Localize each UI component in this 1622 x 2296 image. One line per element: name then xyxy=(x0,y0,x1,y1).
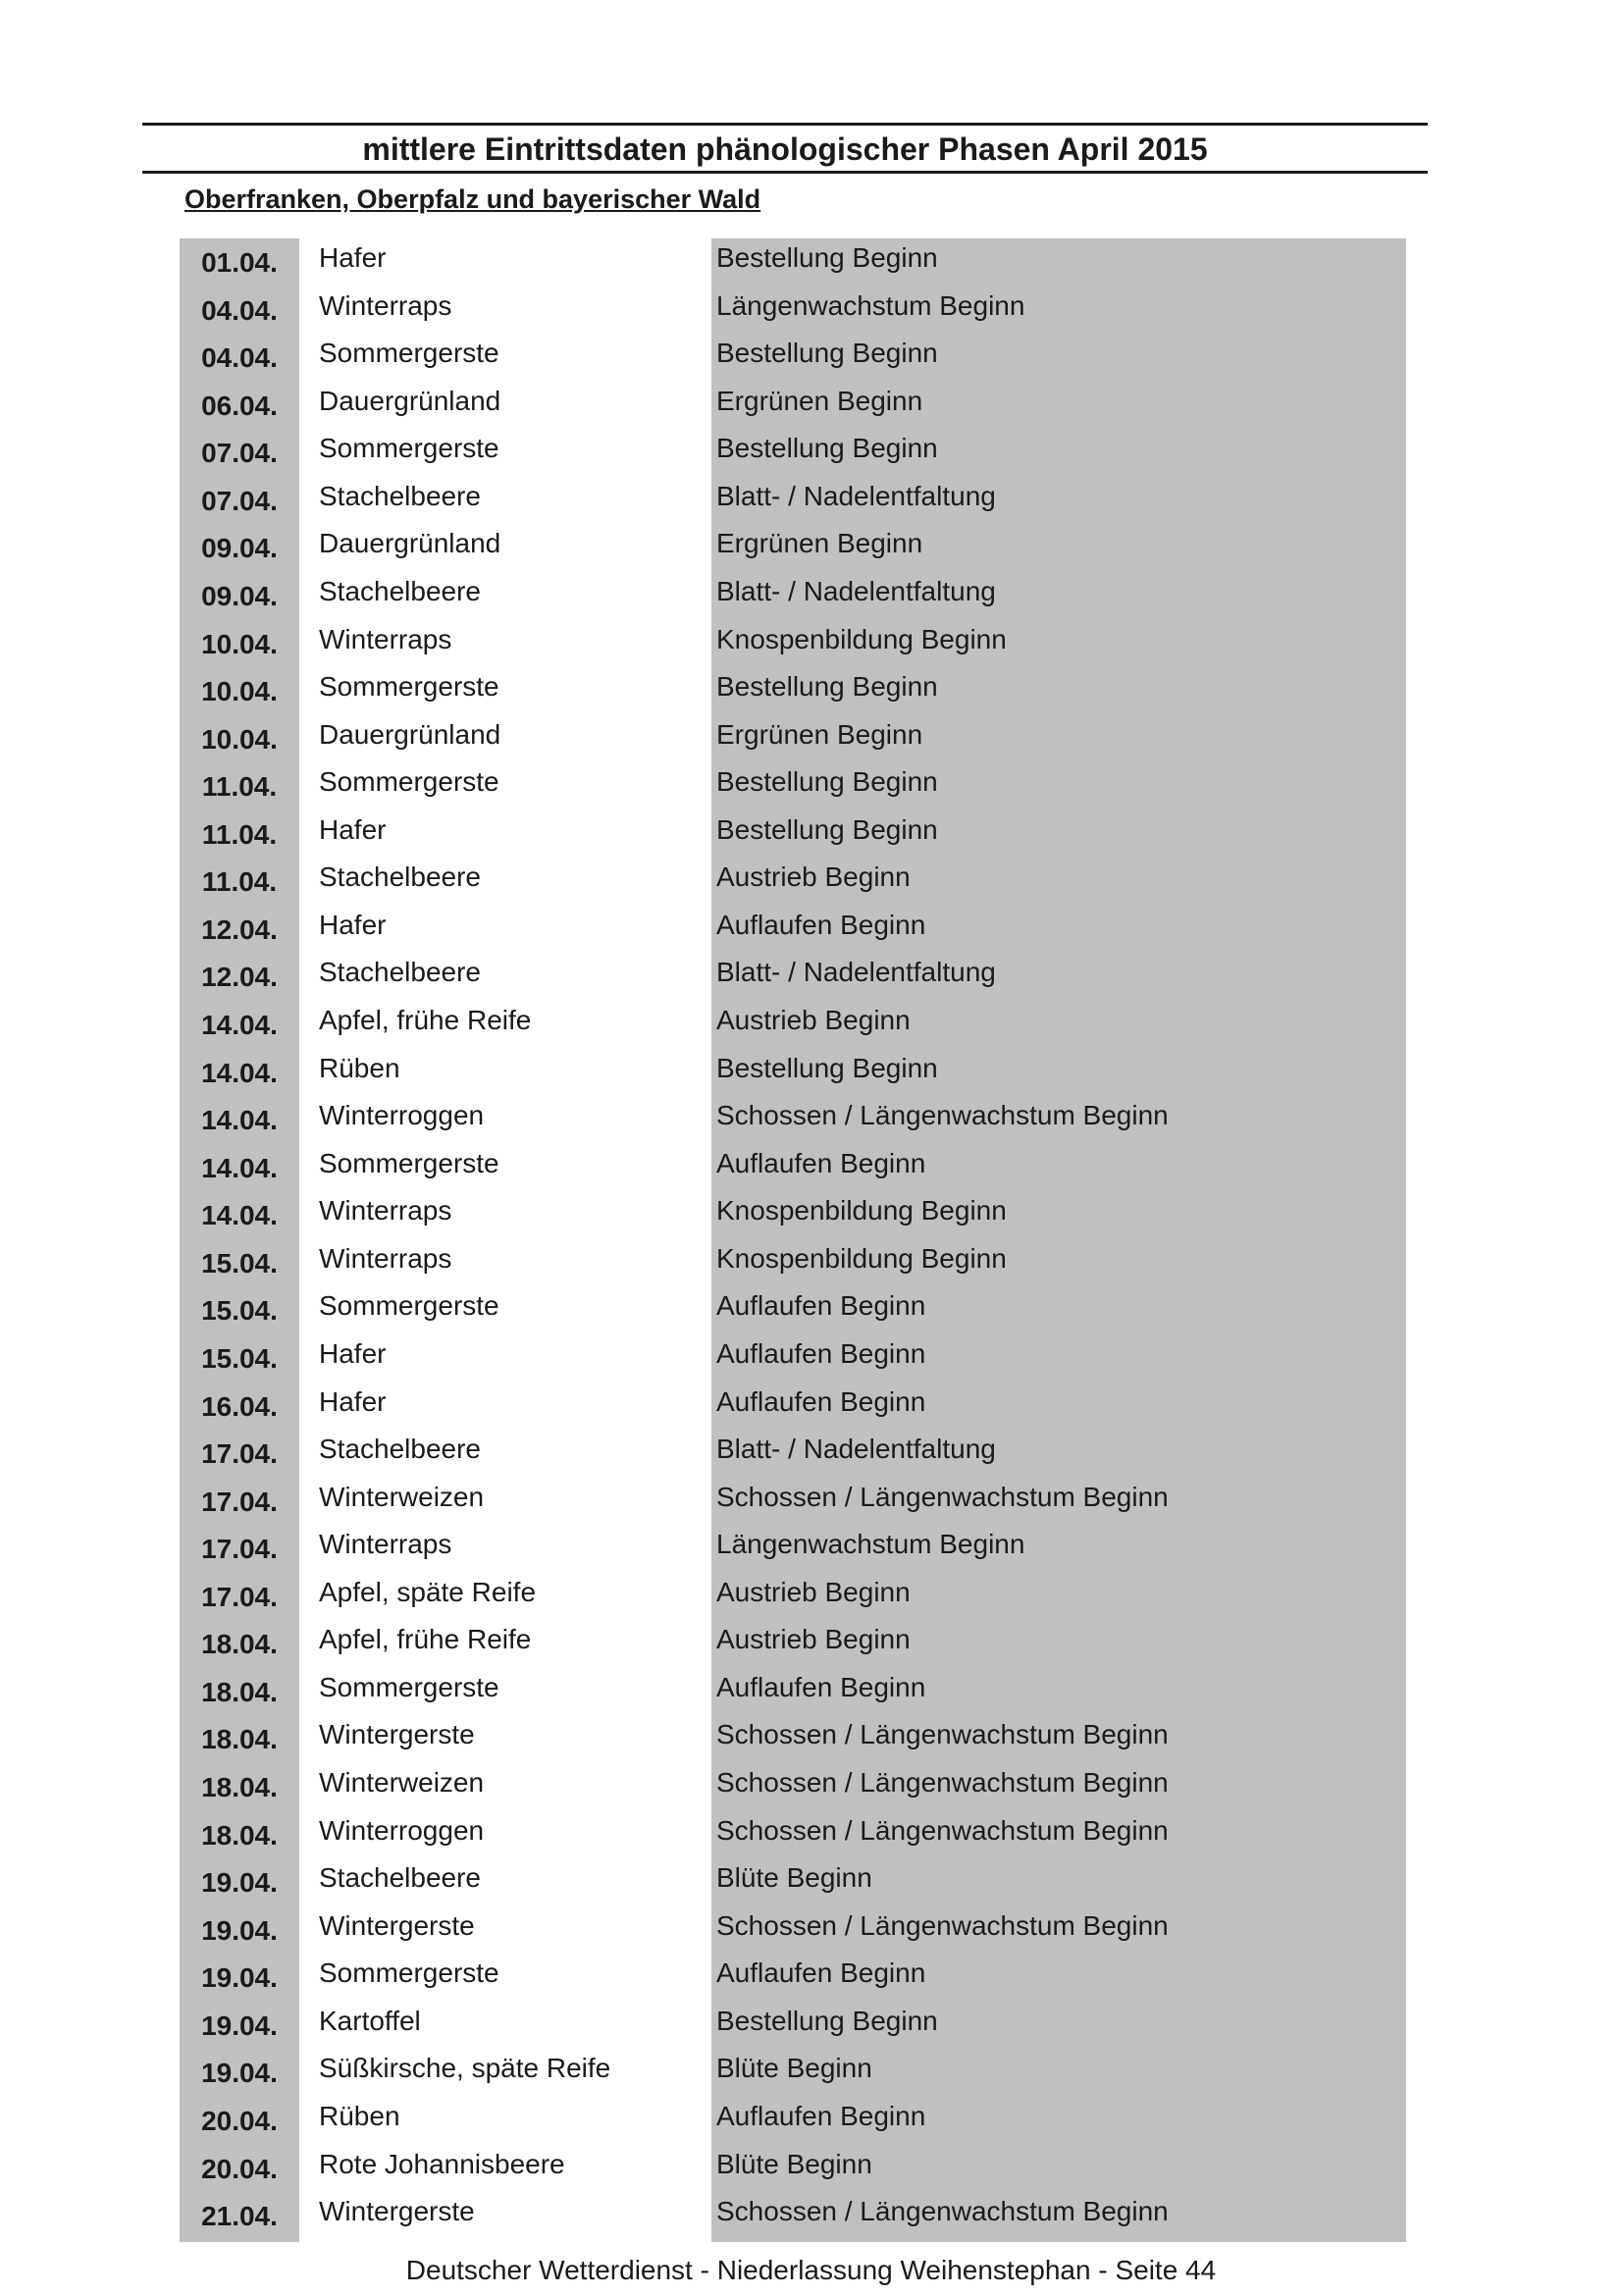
phase-cell: Austrieb Beginn xyxy=(716,1624,911,1655)
table-row xyxy=(180,238,1406,287)
table-row xyxy=(180,1383,1406,1431)
phase-cell: Knospenbildung Beginn xyxy=(716,623,1007,654)
table-row xyxy=(180,1239,1406,1287)
table-row xyxy=(180,858,1406,906)
date-cell: 01.04. xyxy=(201,247,278,278)
phase-cell: Auflaufen Beginn xyxy=(716,1147,926,1178)
crop-cell: Sommergerste xyxy=(319,671,499,703)
crop-cell: Hafer xyxy=(319,813,387,845)
phase-cell: Ergrünen Beginn xyxy=(716,385,923,416)
table-row xyxy=(180,1144,1406,1192)
crop-cell: Winterraps xyxy=(319,623,452,654)
table-row xyxy=(180,2049,1406,2097)
date-cell: 15.04. xyxy=(201,1295,278,1327)
date-cell: 04.04. xyxy=(201,342,278,374)
date-cell: 14.04. xyxy=(201,1200,278,1231)
table-row xyxy=(180,572,1406,620)
table-row xyxy=(180,810,1406,859)
table-row xyxy=(180,1096,1406,1144)
crop-cell: Dauergrünland xyxy=(319,528,501,559)
date-cell: 07.04. xyxy=(201,438,278,469)
phase-cell: Bestellung Beginn xyxy=(716,813,938,845)
date-cell: 18.04. xyxy=(201,1724,278,1755)
phase-cell: Bestellung Beginn xyxy=(716,2005,938,2036)
table-row xyxy=(180,667,1406,715)
crop-cell: Sommergerste xyxy=(319,1290,499,1322)
table-row xyxy=(180,1001,1406,1049)
table-row xyxy=(180,2145,1406,2193)
date-cell: 11.04. xyxy=(201,771,278,803)
table-row xyxy=(180,1430,1406,1478)
date-cell: 18.04. xyxy=(201,1629,278,1660)
phase-cell: Bestellung Beginn xyxy=(716,1052,938,1083)
table-row xyxy=(180,2192,1406,2240)
crop-cell: Apfel, frühe Reife xyxy=(319,1624,532,1655)
phase-cell: Knospenbildung Beginn xyxy=(716,1242,1007,1274)
crop-cell: Hafer xyxy=(319,1385,387,1417)
phase-cell: Auflaufen Beginn xyxy=(716,1290,926,1322)
page-footer: Deutscher Wetterdienst - Niederlassung Weihenstephan - Seite 44 xyxy=(405,2255,1217,2285)
table-row xyxy=(180,2097,1406,2145)
crop-cell: Rüben xyxy=(319,1052,400,1083)
date-cell: 17.04. xyxy=(201,1534,278,1565)
table-row xyxy=(180,1334,1406,1383)
phase-cell: Auflaufen Beginn xyxy=(716,2100,926,2131)
date-cell: 09.04. xyxy=(201,533,278,564)
date-cell: 14.04. xyxy=(201,1152,278,1183)
crop-cell: Stachelbeere xyxy=(319,575,482,606)
date-cell: 17.04. xyxy=(201,1486,278,1517)
date-cell: 14.04. xyxy=(201,1105,278,1136)
date-cell: 09.04. xyxy=(201,580,278,611)
crop-cell: Dauergrünland xyxy=(319,718,501,750)
crop-cell: Stachelbeere xyxy=(319,1862,482,1894)
crop-cell: Winterraps xyxy=(319,289,452,321)
table-body xyxy=(180,238,1406,2240)
phenology-table xyxy=(180,238,1406,2242)
date-cell: 15.04. xyxy=(201,1247,278,1278)
phase-cell: Blüte Beginn xyxy=(716,2053,872,2084)
table-row xyxy=(180,1811,1406,1859)
phase-cell: Schossen / Längenwachstum Beginn xyxy=(716,1481,1169,1512)
table-row xyxy=(180,1525,1406,1573)
crop-cell: Winterraps xyxy=(319,1242,452,1274)
date-cell: 12.04. xyxy=(201,913,278,945)
region-heading: Oberfranken, Oberpfalz und bayerischer Wald xyxy=(184,184,761,214)
table-row xyxy=(180,2002,1406,2050)
date-cell: 20.04. xyxy=(201,2153,278,2184)
table-row xyxy=(180,1478,1406,1526)
date-cell: 16.04. xyxy=(201,1390,278,1422)
table-row xyxy=(180,477,1406,525)
phase-cell: Blatt- / Nadelentfaltung xyxy=(716,575,996,606)
crop-cell: Stachelbeere xyxy=(319,480,482,511)
date-cell: 11.04. xyxy=(201,866,278,898)
table-row xyxy=(180,1715,1406,1763)
crop-cell: Sommergerste xyxy=(319,1957,499,1989)
table-row xyxy=(180,1668,1406,1716)
crop-cell: Stachelbeere xyxy=(319,1434,482,1465)
date-cell: 19.04. xyxy=(201,1962,278,1994)
table-row xyxy=(180,906,1406,954)
phase-cell: Bestellung Beginn xyxy=(716,338,938,369)
date-cell: 18.04. xyxy=(201,1819,278,1851)
table-row xyxy=(180,524,1406,572)
table-row xyxy=(180,620,1406,668)
phase-cell: Bestellung Beginn xyxy=(716,242,938,273)
date-cell: 19.04. xyxy=(201,2058,278,2089)
phase-cell: Schossen / Längenwachstum Beginn xyxy=(716,1909,1169,1941)
table-row xyxy=(180,334,1406,382)
date-cell: 19.04. xyxy=(201,2009,278,2041)
date-cell: 10.04. xyxy=(201,628,278,659)
top-rule xyxy=(142,123,1428,126)
phase-cell: Längenwachstum Beginn xyxy=(716,1529,1025,1560)
date-cell: 19.04. xyxy=(201,1867,278,1899)
crop-cell: Sommergerste xyxy=(319,1671,499,1702)
phase-cell: Schossen / Längenwachstum Beginn xyxy=(716,1814,1169,1846)
phase-cell: Blüte Beginn xyxy=(716,2148,872,2179)
phase-cell: Ergrünen Beginn xyxy=(716,718,923,750)
date-cell: 14.04. xyxy=(201,1057,278,1088)
crop-cell: Wintergerste xyxy=(319,1719,475,1750)
date-cell: 21.04. xyxy=(201,2201,278,2232)
phase-cell: Schossen / Längenwachstum Beginn xyxy=(716,1719,1169,1750)
phase-cell: Auflaufen Beginn xyxy=(716,1337,926,1369)
crop-cell: Sommergerste xyxy=(319,1147,499,1178)
crop-cell: Winterweizen xyxy=(319,1481,485,1512)
table-row xyxy=(180,1191,1406,1239)
crop-cell: Hafer xyxy=(319,242,387,273)
crop-cell: Winterroggen xyxy=(319,1814,485,1846)
crop-cell: Kartoffel xyxy=(319,2005,421,2036)
phase-cell: Auflaufen Beginn xyxy=(716,909,926,940)
phase-cell: Blatt- / Nadelentfaltung xyxy=(716,957,996,988)
table-row xyxy=(180,429,1406,477)
crop-cell: Winterraps xyxy=(319,1529,452,1560)
table-row xyxy=(180,1954,1406,2002)
phase-cell: Bestellung Beginn xyxy=(716,433,938,464)
phase-cell: Schossen / Längenwachstum Beginn xyxy=(716,2196,1169,2227)
phase-cell: Auflaufen Beginn xyxy=(716,1385,926,1417)
page-title: mittlere Eintrittsdaten phänologischer Phasen April 2015 xyxy=(362,131,1208,167)
date-cell: 15.04. xyxy=(201,1342,278,1374)
phase-cell: Bestellung Beginn xyxy=(716,671,938,703)
phase-cell: Schossen / Längenwachstum Beginn xyxy=(716,1767,1169,1798)
phase-cell: Blüte Beginn xyxy=(716,1862,872,1894)
crop-cell: Hafer xyxy=(319,909,387,940)
date-cell: 20.04. xyxy=(201,2105,278,2136)
crop-cell: Apfel, frühe Reife xyxy=(319,1005,532,1035)
crop-cell: Sommergerste xyxy=(319,766,499,798)
table-row xyxy=(180,715,1406,763)
date-cell: 14.04. xyxy=(201,1010,278,1040)
table-row xyxy=(180,382,1406,430)
date-cell: 17.04. xyxy=(201,1438,278,1470)
phase-cell: Auflaufen Beginn xyxy=(716,1671,926,1702)
crop-cell: Wintergerste xyxy=(319,2196,475,2227)
crop-cell: Winterroggen xyxy=(319,1100,485,1131)
date-cell: 19.04. xyxy=(201,1914,278,1946)
date-cell: 11.04. xyxy=(201,818,278,850)
phase-cell: Austrieb Beginn xyxy=(716,1576,911,1607)
crop-cell: Winterweizen xyxy=(319,1767,485,1798)
phase-cell: Austrieb Beginn xyxy=(716,861,911,893)
date-cell: 04.04. xyxy=(201,294,278,326)
phase-cell: Schossen / Längenwachstum Beginn xyxy=(716,1100,1169,1131)
crop-cell: Sommergerste xyxy=(319,433,499,464)
crop-cell: Rote Johannisbeere xyxy=(319,2148,565,2179)
crop-cell: Rüben xyxy=(319,2100,400,2131)
table-row xyxy=(180,1906,1406,1955)
table-row xyxy=(180,1620,1406,1668)
phase-cell: Blatt- / Nadelentfaltung xyxy=(716,1434,996,1465)
crop-cell: Stachelbeere xyxy=(319,861,482,893)
table-row xyxy=(180,1286,1406,1334)
phase-cell: Bestellung Beginn xyxy=(716,766,938,798)
crop-cell: Wintergerste xyxy=(319,1909,475,1941)
crop-cell: Stachelbeere xyxy=(319,957,482,988)
phase-cell: Blatt- / Nadelentfaltung xyxy=(716,480,996,511)
crop-cell: Dauergrünland xyxy=(319,385,501,416)
table-row xyxy=(180,287,1406,335)
date-cell: 18.04. xyxy=(201,1676,278,1707)
phase-cell: Längenwachstum Beginn xyxy=(716,289,1025,321)
crop-cell: Winterraps xyxy=(319,1195,452,1226)
table-row xyxy=(180,1573,1406,1621)
title-underline-rule xyxy=(142,171,1428,174)
table-row xyxy=(180,1858,1406,1906)
date-cell: 07.04. xyxy=(201,485,278,516)
date-cell: 06.04. xyxy=(201,390,278,421)
crop-cell: Süßkirsche, späte Reife xyxy=(319,2053,611,2084)
crop-cell: Hafer xyxy=(319,1337,387,1369)
date-cell: 12.04. xyxy=(201,962,278,993)
date-cell: 17.04. xyxy=(201,1581,278,1612)
phase-cell: Knospenbildung Beginn xyxy=(716,1195,1007,1226)
table-row xyxy=(180,1763,1406,1811)
table-row xyxy=(180,762,1406,810)
table-row xyxy=(180,953,1406,1001)
crop-cell: Apfel, späte Reife xyxy=(319,1576,537,1607)
date-cell: 10.04. xyxy=(201,676,278,707)
phase-cell: Ergrünen Beginn xyxy=(716,528,923,559)
date-cell: 18.04. xyxy=(201,1772,278,1802)
table-row xyxy=(180,1049,1406,1097)
phase-cell: Austrieb Beginn xyxy=(716,1005,911,1035)
phase-cell: Auflaufen Beginn xyxy=(716,1957,926,1989)
date-cell: 10.04. xyxy=(201,723,278,755)
crop-cell: Sommergerste xyxy=(319,338,499,369)
